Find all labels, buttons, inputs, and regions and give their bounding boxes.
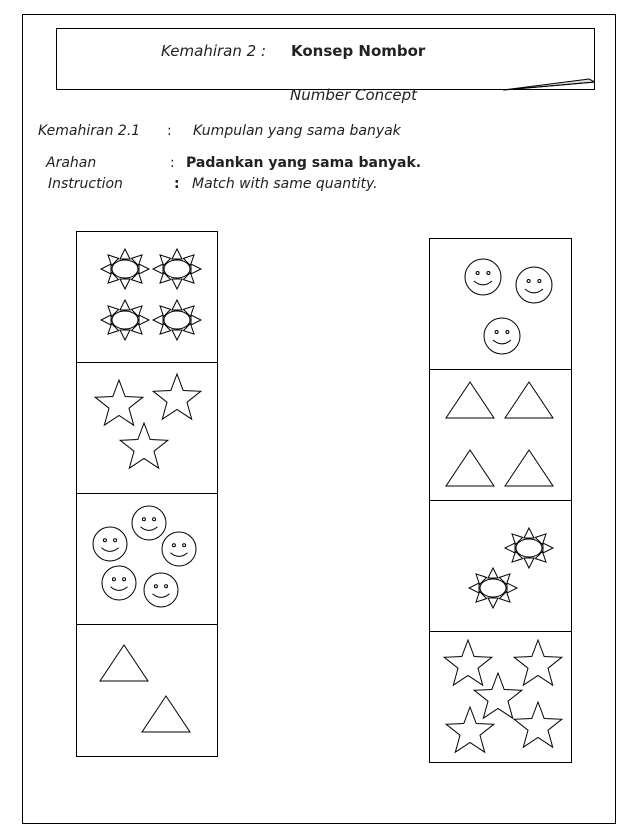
triangle-icon (446, 382, 494, 418)
triangle-icon (505, 450, 553, 486)
smiley-icon (144, 573, 178, 607)
page-title: Konsep Nombor (291, 42, 426, 60)
page-subtitle: Number Concept (290, 86, 418, 104)
right-panel-2-drawing (430, 370, 573, 502)
left-panel-3-drawing (77, 494, 219, 626)
right-panel-3[interactable] (429, 500, 572, 632)
sun-icon (101, 300, 149, 340)
sun-icon (505, 528, 553, 568)
skill-description: Kumpulan yang sama banyak (193, 123, 401, 139)
instruction-label-ms: Arahan (46, 155, 97, 171)
instruction-separator-en: : (174, 176, 180, 192)
instruction-text-en: Match with same quantity. (192, 176, 378, 192)
left-panel-3[interactable] (76, 493, 218, 625)
left-panel-2-drawing (77, 363, 219, 495)
right-panel-1-drawing (430, 239, 573, 371)
instruction-separator-ms: : (170, 155, 175, 171)
right-panel-4-drawing (430, 632, 573, 764)
smiley-icon (93, 527, 127, 561)
right-panel-2[interactable] (429, 369, 572, 501)
left-panel-2[interactable] (76, 362, 218, 494)
right-panel-4[interactable] (429, 631, 572, 763)
star-icon (153, 374, 201, 419)
star-icon (95, 380, 143, 425)
star-icon (514, 640, 562, 685)
right-panel-1[interactable] (429, 238, 572, 370)
skill-number: Kemahiran 2.1 (38, 123, 141, 139)
skill-label: Kemahiran 2 : (161, 42, 267, 60)
sun-icon (153, 300, 201, 340)
triangle-icon (505, 382, 553, 418)
smiley-icon (132, 506, 166, 540)
smiley-icon (102, 566, 136, 600)
left-panel-1-drawing (77, 232, 219, 364)
left-panel-1[interactable] (76, 231, 218, 363)
triangle-icon (446, 450, 494, 486)
page-curl-icon (503, 78, 595, 92)
skill-separator: : (167, 123, 172, 139)
triangle-icon (142, 696, 190, 732)
smiley-icon (162, 532, 196, 566)
smiley-icon (516, 267, 552, 303)
right-panel-3-drawing (430, 501, 573, 633)
sun-icon (153, 249, 201, 289)
left-panel-4-drawing (77, 625, 219, 758)
sun-icon (101, 249, 149, 289)
star-icon (514, 702, 562, 747)
star-icon (444, 640, 492, 685)
instruction-text-ms: Padankan yang sama banyak. (186, 155, 422, 171)
smiley-icon (465, 259, 501, 295)
smiley-icon (484, 318, 520, 354)
left-panel-4[interactable] (76, 624, 218, 757)
sun-icon (469, 568, 517, 608)
star-icon (120, 423, 168, 468)
instruction-label-en: Instruction (48, 176, 123, 192)
triangle-icon (100, 645, 148, 681)
